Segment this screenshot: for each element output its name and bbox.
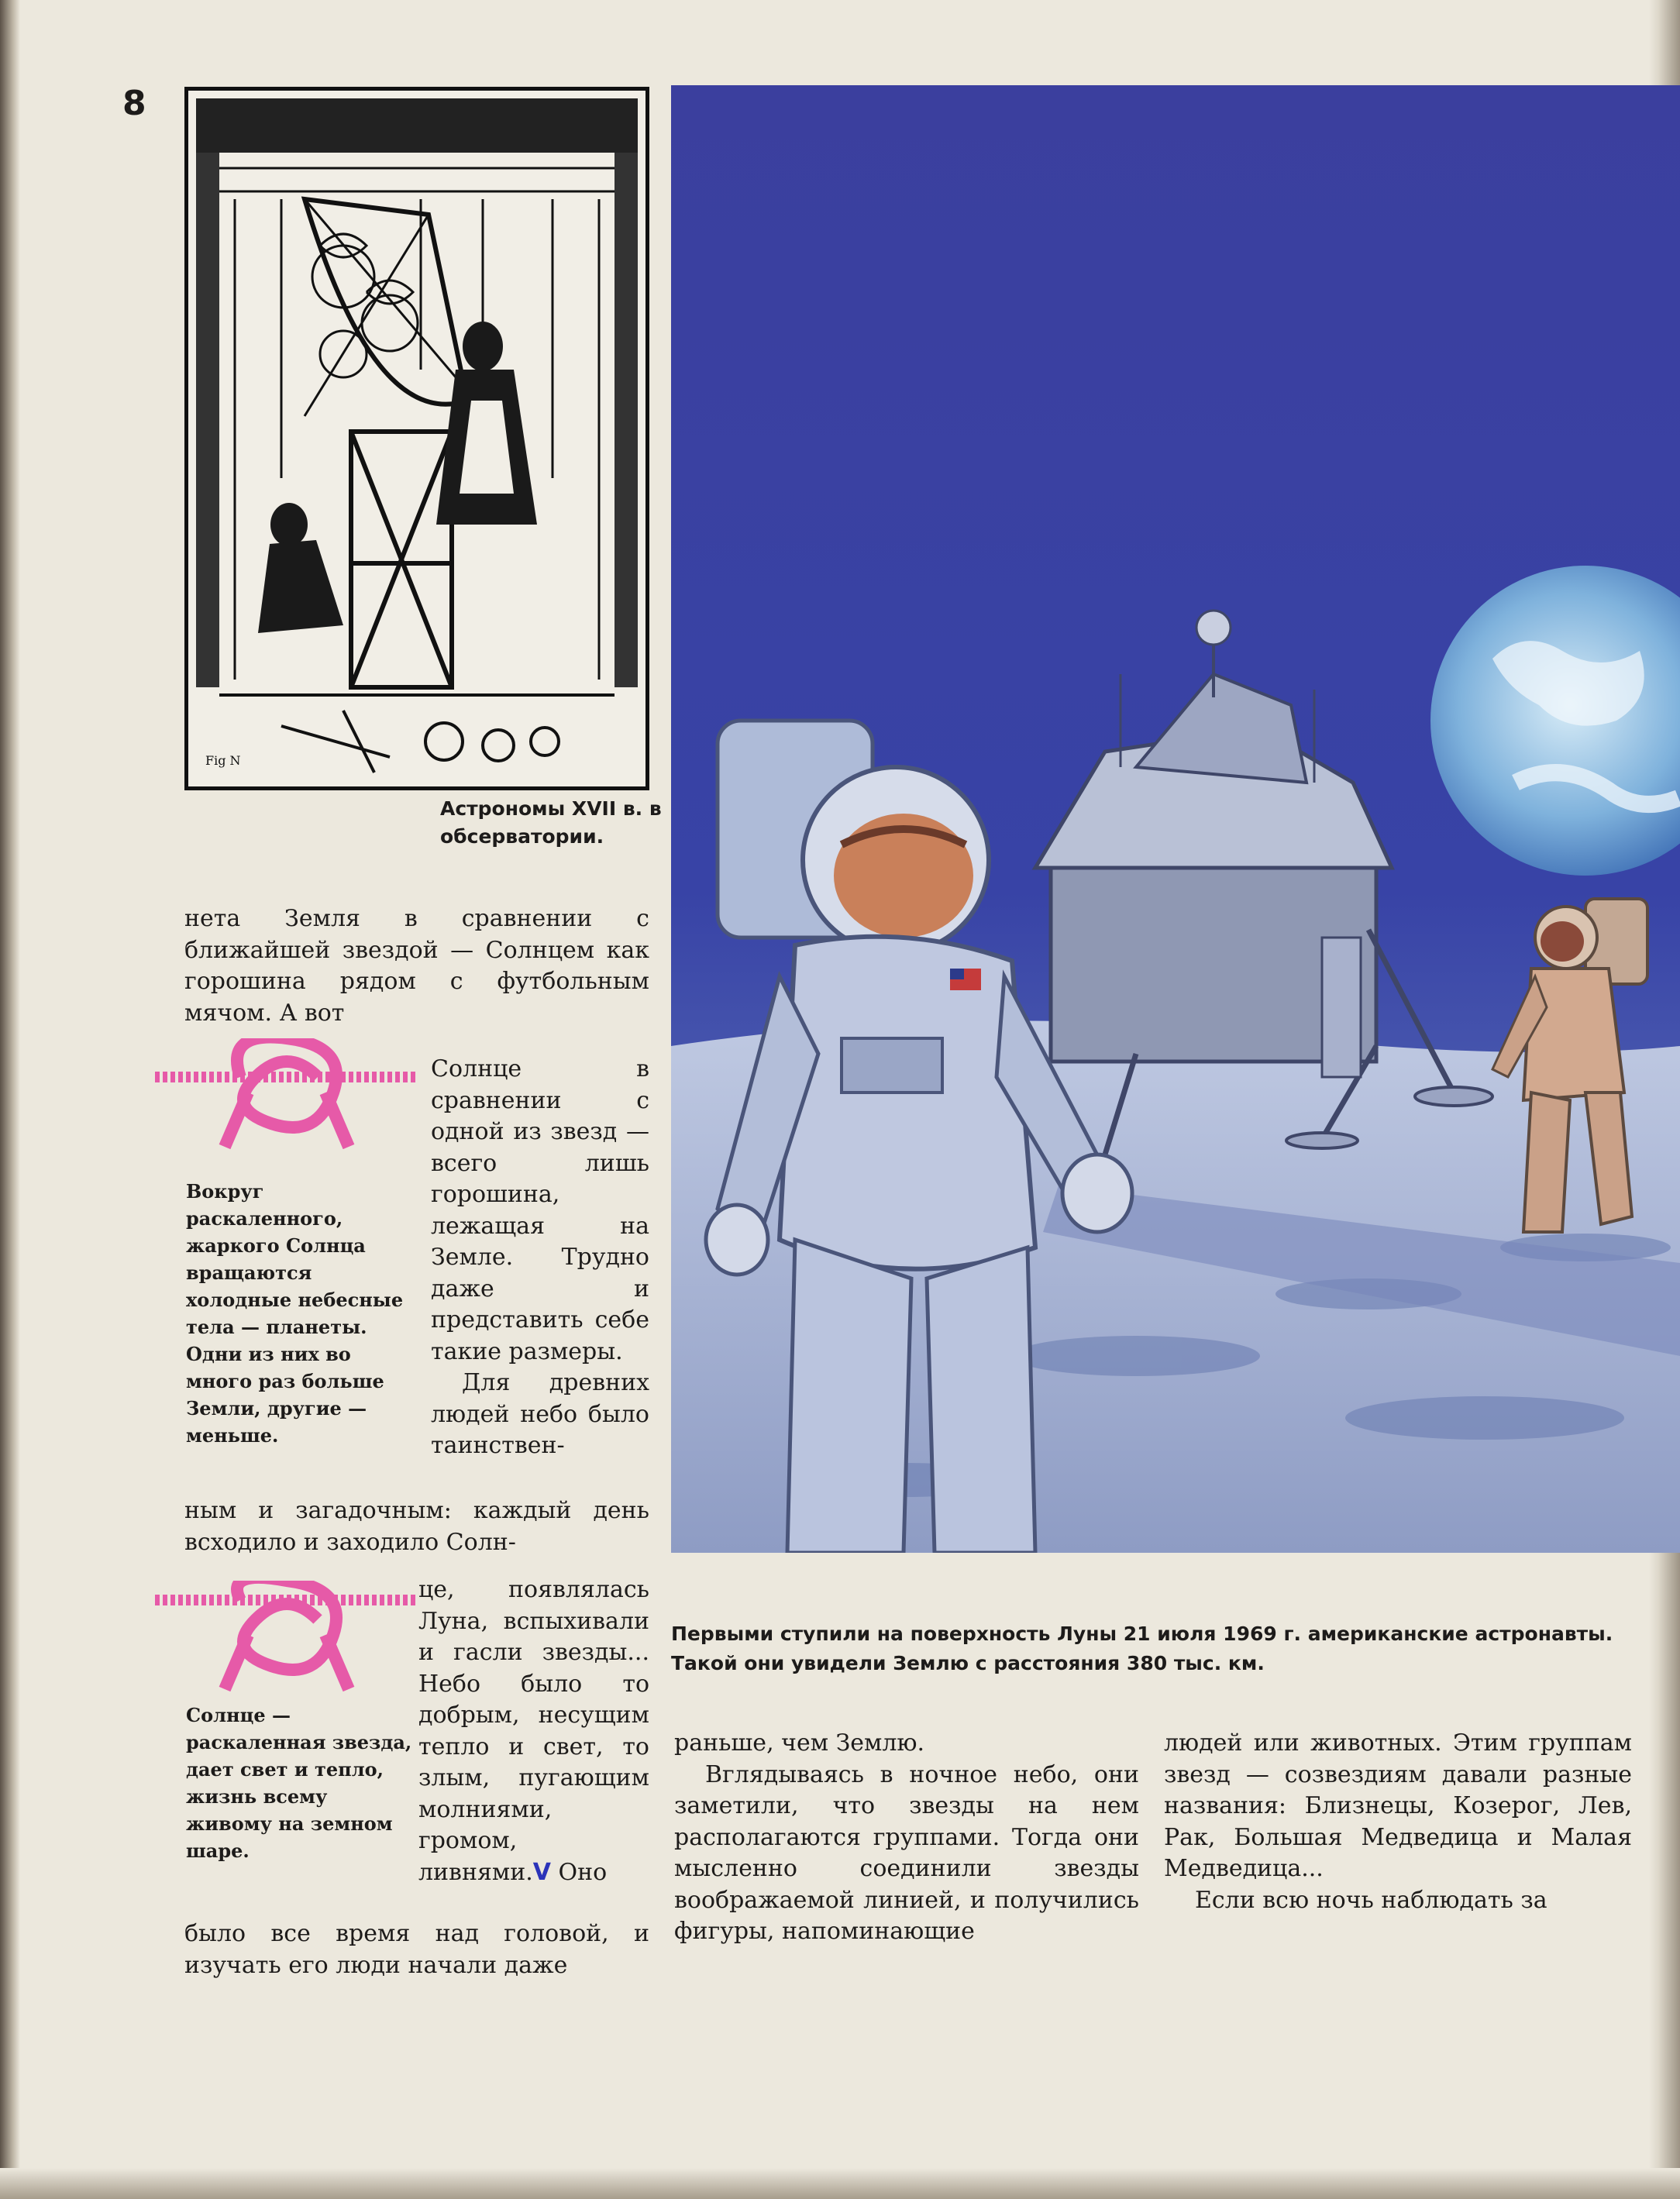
- body-text-block: [184, 1919, 649, 1981]
- page-edge-bottom: [0, 2168, 1680, 2199]
- page-edge-left: [0, 0, 20, 2199]
- body-paragraph: Если всю ночь наблюдать за: [1195, 1886, 1547, 1914]
- body-text-block: [431, 1054, 649, 1462]
- body-text-block: [184, 1495, 649, 1558]
- body-text-block: [418, 1574, 649, 1888]
- painting-caption: Первыми ступили на поверхность Луны 21 июля 1969 г. американские астронавты. Такой они увидели Землю с расстояния 380 тыс. км.: [671, 1623, 1613, 1674]
- body-paragraph: нета Земля в сравнении с ближайшей звездой — Солнцем как горошина рядом с футбольным мячом. А вот: [184, 905, 649, 1027]
- moon-landing-illustration: [671, 85, 1680, 1553]
- sidebar-note-planets: Вокруг раскаленного, жаркого Солнца вращаются холодные небесные тела — планеты. Одни из них во много раз больше Земли, другие — меньше.: [186, 1180, 404, 1447]
- body-paragraph: людей или животных. Этим группам звезд — созвездиям давали разные названия: Близнецы, Козерог, Лев, Рак, Большая Медведица и Малая Медведица...: [1164, 1729, 1632, 1882]
- body-paragraph: ным и загадочным: каждый день всходило и заходило Солн-: [184, 1497, 649, 1556]
- body-paragraph: было все время над головой, и изучать его люди начали даже: [184, 1920, 649, 1979]
- sidebar-note-sun: Солнце — раскаленная звезда, дает свет и тепло, жизнь всему живому на земном шаре.: [186, 1704, 412, 1862]
- svg-text:Fig N: Fig N: [205, 753, 241, 768]
- body-paragraph: [418, 1574, 649, 1888]
- body-paragraph: Солнце в сравнении с одной из звезд — всего лишь горошина, лежащая на Земле. Трудно даже и представить себе такие размеры.: [431, 1055, 649, 1365]
- body-text-fragment: це, появлялась Луна, вспыхивали и гасли звезды... Небо было то добрым, несущим тепло и свет, то злым, пугающим молниями, громом, ливнями.: [418, 1576, 649, 1886]
- engraving-caption: Астрономы XVII в. в обсерватории.: [440, 797, 662, 848]
- moon-landing-painting: [671, 85, 1680, 1553]
- body-paragraph: Вглядываясь в ночное небо, они заметили, что звезды на нем располагаются группами. Тогда они мысленно соединили звезды воображаемой линией, и получились фигуры, напоминающие: [674, 1760, 1139, 1945]
- body-text-fragment: Оно: [558, 1858, 608, 1886]
- observatory-engraving-drawing: [188, 91, 645, 786]
- body-text-block: [184, 903, 649, 1029]
- text-column-right: [1164, 1728, 1632, 1916]
- pen-check-mark: V: [532, 1858, 551, 1886]
- body-paragraph: Для древних людей небо было таинствен-: [431, 1369, 649, 1459]
- observatory-engraving: [184, 87, 649, 790]
- page-number: 8: [122, 84, 146, 123]
- rope-knot-icon: [155, 1581, 418, 1697]
- body-paragraph: раньше, чем Землю.: [674, 1729, 925, 1757]
- text-column-middle: [674, 1728, 1139, 1948]
- rope-knot-icon: [155, 1038, 418, 1155]
